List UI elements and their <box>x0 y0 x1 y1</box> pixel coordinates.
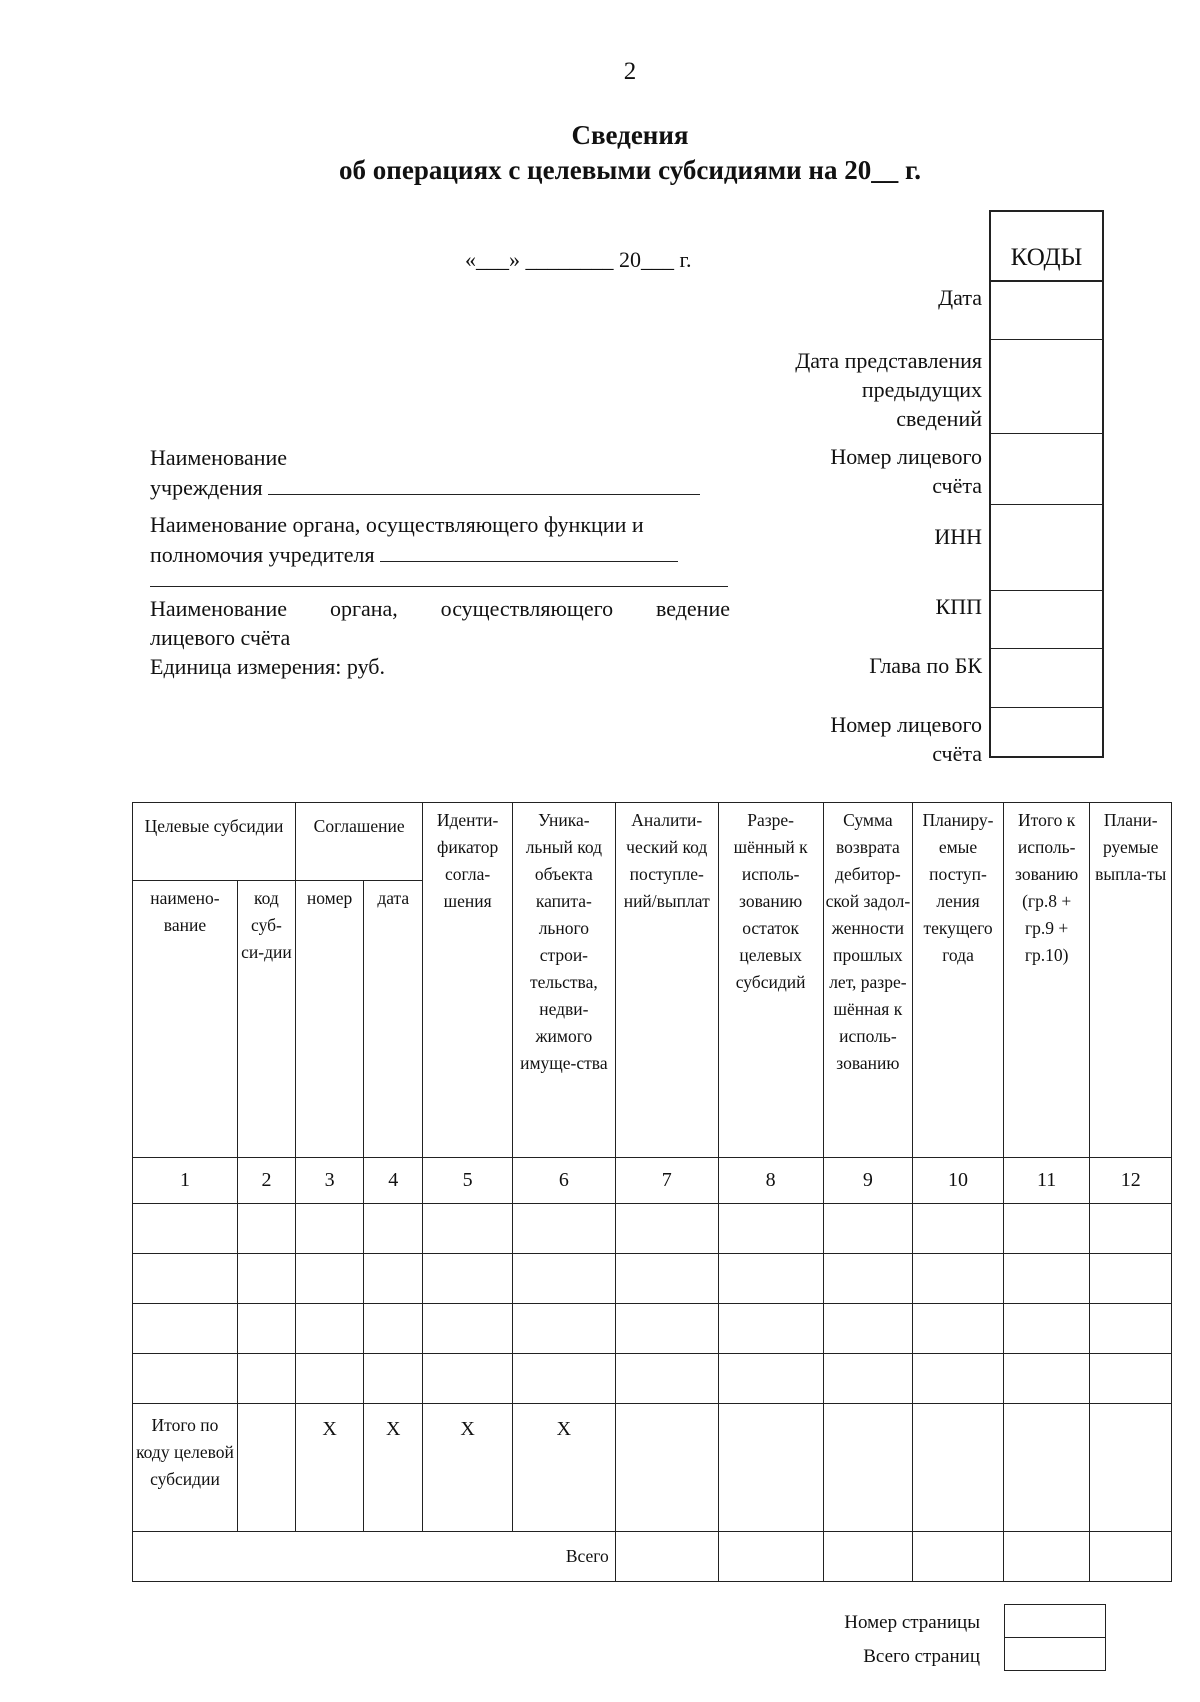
table-cell[interactable] <box>237 1304 295 1354</box>
label-date: Дата <box>938 285 982 310</box>
table-cell[interactable] <box>1003 1354 1090 1404</box>
founder-input-line-2[interactable] <box>150 586 728 587</box>
total-pages-label: Всего страниц <box>863 1646 980 1667</box>
header-capital-object-code: Уника-льный код объекта капита-льного строи-тельства, недви-жимого имуще-ства <box>512 803 615 1158</box>
table-cell[interactable] <box>1090 1204 1172 1254</box>
header-total-to-use: Итого к исполь-зованию (гр.8 + гр.9 + гр.10) <box>1003 803 1090 1158</box>
code-inn-cell[interactable] <box>991 505 1102 591</box>
table-cell[interactable] <box>133 1254 238 1304</box>
header-agreement-date: дата <box>364 881 423 1158</box>
table-cell[interactable] <box>615 1532 718 1582</box>
table-cell[interactable] <box>1090 1404 1172 1532</box>
column-number: 1 <box>133 1158 238 1204</box>
account-body-field: Наименование органа, осуществляющего ведение лицевого счёта Единица измерения: руб. <box>150 596 730 679</box>
code-kpp-cell[interactable] <box>991 591 1102 649</box>
table-cell[interactable] <box>823 1304 913 1354</box>
header-planned-receipts: Планиру-емые поступ-ления текущего года <box>913 803 1004 1158</box>
table-cell[interactable] <box>823 1204 913 1254</box>
label-kpp: КПП <box>935 594 982 619</box>
table-cell[interactable] <box>718 1304 823 1354</box>
table-cell[interactable] <box>295 1304 363 1354</box>
table-cell[interactable] <box>615 1304 718 1354</box>
column-number: 6 <box>512 1158 615 1204</box>
label-inn: ИНН <box>934 524 982 549</box>
subsidy-operations-table <box>132 802 1172 1582</box>
column-number: 8 <box>718 1158 823 1204</box>
table-cell[interactable] <box>364 1354 423 1404</box>
table-row <box>133 1354 1172 1404</box>
label-chapter: Глава по БК <box>869 653 982 678</box>
code-account-cell[interactable] <box>991 434 1102 505</box>
table-cell[interactable] <box>615 1204 718 1254</box>
table-cell[interactable] <box>823 1404 913 1532</box>
table-row <box>133 1204 1172 1254</box>
table-cell[interactable] <box>295 1354 363 1404</box>
table-cell[interactable] <box>823 1354 913 1404</box>
table-cell[interactable] <box>237 1204 295 1254</box>
table-cell[interactable] <box>913 1532 1004 1582</box>
table-cell[interactable] <box>237 1254 295 1304</box>
table-cell[interactable] <box>913 1354 1004 1404</box>
x-mark: Х <box>423 1404 513 1532</box>
column-number: 5 <box>423 1158 513 1204</box>
table-cell[interactable] <box>133 1204 238 1254</box>
table-cell[interactable] <box>823 1532 913 1582</box>
table-cell[interactable] <box>1090 1254 1172 1304</box>
table-cell[interactable] <box>423 1304 513 1354</box>
code-date-cell[interactable] <box>991 282 1102 340</box>
subtotal-label: Итого по коду целевой субсидии <box>133 1404 238 1532</box>
doc-subtitle: об операциях с целевыми субсидиями на 20__ г. <box>339 155 921 185</box>
table-cell[interactable] <box>913 1304 1004 1354</box>
table-cell[interactable] <box>237 1404 295 1532</box>
table-cell[interactable] <box>718 1204 823 1254</box>
code-chapter-cell[interactable] <box>991 649 1102 708</box>
institution-field: Наименование учреждения <box>150 443 730 502</box>
table-cell[interactable] <box>1003 1204 1090 1254</box>
table-cell[interactable] <box>423 1204 513 1254</box>
table-cell[interactable] <box>718 1532 823 1582</box>
table-cell[interactable] <box>823 1254 913 1304</box>
table-cell[interactable] <box>913 1404 1004 1532</box>
table-cell[interactable] <box>364 1254 423 1304</box>
table-cell[interactable] <box>615 1354 718 1404</box>
table-cell[interactable] <box>295 1204 363 1254</box>
table-cell[interactable] <box>512 1254 615 1304</box>
table-cell[interactable] <box>615 1404 718 1532</box>
table-cell[interactable] <box>237 1354 295 1404</box>
table-cell[interactable] <box>1090 1304 1172 1354</box>
table-cell[interactable] <box>913 1204 1004 1254</box>
header-subsidy-name: наимено-вание <box>133 881 238 1158</box>
table-cell[interactable] <box>512 1304 615 1354</box>
report-date-line[interactable]: «___» ________ 20___ г. <box>465 247 692 272</box>
header-debt-return: Сумма возврата дебитор-ской задол-женности прошлых лет, разре-шённая к исполь-зованию <box>823 803 913 1158</box>
table-cell[interactable] <box>615 1254 718 1304</box>
codes-header: КОДЫ <box>991 212 1102 282</box>
founder-field: Наименование органа, осуществляющего функции и полномочия учредителя <box>150 510 730 569</box>
header-planned-payments: Плани-руемые выпла-ты <box>1090 803 1172 1158</box>
x-mark: Х <box>364 1404 423 1532</box>
header-agreement-id: Иденти-фикатор согла-шения <box>423 803 513 1158</box>
table-cell[interactable] <box>133 1354 238 1404</box>
institution-input-line[interactable] <box>268 472 700 495</box>
table-cell[interactable] <box>295 1254 363 1304</box>
grand-total-label: Всего <box>133 1532 616 1582</box>
unit-of-measure: Единица измерения: руб. <box>150 654 385 679</box>
doc-title: Сведения <box>571 120 689 150</box>
column-number: 4 <box>364 1158 423 1204</box>
table-cell[interactable] <box>512 1354 615 1404</box>
table-cell[interactable] <box>1003 1304 1090 1354</box>
table-cell[interactable] <box>512 1204 615 1254</box>
label-prev-date: Дата представления предыдущих сведений <box>795 348 982 431</box>
column-number: 9 <box>823 1158 913 1204</box>
label-account-number: Номер лицевого счёта <box>830 444 982 498</box>
header-agreement: Соглашение <box>295 803 422 881</box>
table-cell[interactable] <box>913 1254 1004 1304</box>
header-target-subsidies: Целевые субсидии <box>133 803 296 881</box>
page-number-box[interactable] <box>1004 1604 1106 1638</box>
page-number-label: Номер страницы <box>844 1612 980 1633</box>
codes-box <box>989 210 1104 758</box>
x-mark: Х <box>512 1404 615 1532</box>
header-agreement-number: номер <box>295 881 363 1158</box>
founder-input-line[interactable] <box>380 539 678 562</box>
table-cell[interactable] <box>1090 1532 1172 1582</box>
table-cell[interactable] <box>364 1304 423 1354</box>
header-subsidy-code: код суб-си-дии <box>237 881 295 1158</box>
table-cell[interactable] <box>423 1354 513 1404</box>
column-number: 2 <box>237 1158 295 1204</box>
table-cell[interactable] <box>364 1204 423 1254</box>
total-pages-box[interactable] <box>1004 1637 1106 1671</box>
column-number: 12 <box>1090 1158 1172 1204</box>
table-row <box>133 1254 1172 1304</box>
table-row <box>133 1304 1172 1354</box>
x-mark: Х <box>295 1404 363 1532</box>
table-cell[interactable] <box>718 1404 823 1532</box>
table-cell[interactable] <box>718 1354 823 1404</box>
grand-total-row <box>133 1532 1172 1582</box>
column-number: 7 <box>615 1158 718 1204</box>
table-cell[interactable] <box>1003 1532 1090 1582</box>
header-analytic-code: Аналити-ческий код поступле-ний/выплат <box>615 803 718 1158</box>
table-cell[interactable] <box>1090 1354 1172 1404</box>
column-number: 10 <box>913 1158 1004 1204</box>
table-cell[interactable] <box>133 1304 238 1354</box>
table-cell[interactable] <box>423 1254 513 1304</box>
table-cell[interactable] <box>1003 1254 1090 1304</box>
column-number: 11 <box>1003 1158 1090 1204</box>
code-account2-cell[interactable] <box>991 708 1102 760</box>
subtotal-row <box>133 1404 1172 1532</box>
table-cell[interactable] <box>1003 1404 1090 1532</box>
table-cell[interactable] <box>718 1254 823 1304</box>
column-number: 3 <box>295 1158 363 1204</box>
page-number: 2 <box>623 58 637 85</box>
label-account-number-2: Номер лицевого счёта <box>830 712 982 766</box>
code-prev-date-cell[interactable] <box>991 340 1102 434</box>
header-allowed-balance: Разре-шённый к исполь-зованию остаток целевых субсидий <box>718 803 823 1158</box>
